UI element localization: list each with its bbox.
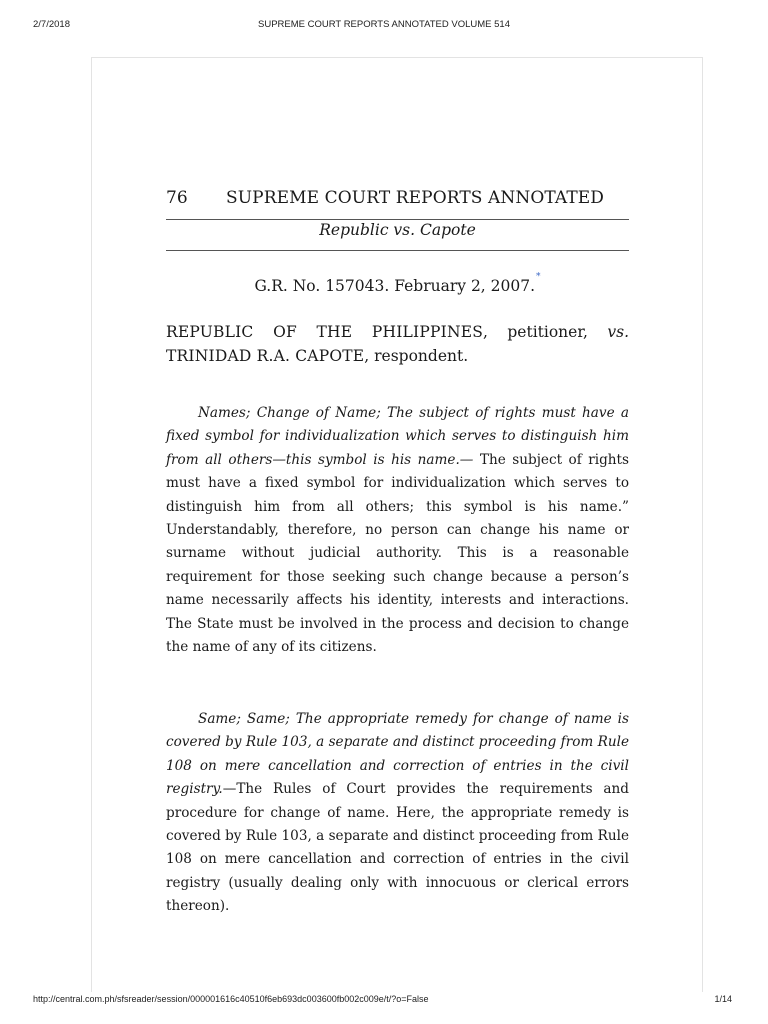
petitioner-role: , petitioner, (483, 323, 608, 341)
case-title: Republic vs. Capote (319, 221, 476, 239)
syllabus-paragraph (166, 708, 629, 919)
parties (166, 320, 629, 368)
print-date: 2/7/2018 (33, 19, 70, 30)
header-rule-bottom (166, 250, 629, 251)
running-head (166, 186, 629, 218)
page-number: 76 (166, 188, 188, 208)
running-head-title: SUPREME COURT REPORTS ANNOTATED (226, 188, 605, 208)
print-url: http://central.com.ph/sfsreader/session/000001616c40510f6eb693dc003600fb002c009e/t/?o=False (33, 994, 429, 1004)
footnote-link[interactable]: * (536, 272, 541, 282)
respondent-role: , respondent. (364, 347, 469, 365)
petitioner-name: REPUBLIC OF THE PHILIPPINES (166, 323, 484, 341)
print-page-count: 1/14 (714, 994, 732, 1004)
syllabus-body: The subject of rights must have a fixed symbol for individualization which serves to distinguish him from all others; this symbol is his name.” Understandably, therefore, no person can change his name or surname without judicial authority. This is a reasonable requirement for those seeking such change because a person’s name necessarily affects his identity, interests and interactions. The State must be involved in the process and decision to change the name of any of its citizens. (166, 451, 629, 656)
gr-number-line (166, 272, 629, 295)
gr-number: G.R. No. 157043. February 2, 2007. (254, 277, 536, 295)
syllabus-headnote: Same; Same; The appropriate remedy for change of name is covered by Rule 103, a separate and distinct proceeding from Rule 108 on mere cancellation and correction of entries in the civil registry. (166, 711, 629, 798)
print-title: SUPREME COURT REPORTS ANNOTATED VOLUME 514 (258, 19, 510, 30)
print-header (0, 0, 768, 40)
header-rule-top (166, 219, 629, 220)
syllabus-body: —The Rules of Court provides the requirements and procedure for change of name. Here, the appropriate remedy is covered by Rule 103, a separate and distinct proceeding from Rule 108 on mere cancellation and correction of entries in the civil registry (usually dealing only with innocuous or clerical errors thereon). (166, 781, 629, 915)
syllabus-headnote: Names; Change of Name; The subject of rights must have a fixed symbol for individualization which serves to distinguish him from all others—this symbol is his name.— (166, 405, 629, 468)
versus: vs. (607, 323, 629, 341)
syllabus-paragraph (166, 402, 629, 659)
respondent-name: TRINIDAD R.A. CAPOTE (166, 347, 365, 365)
print-footer (0, 992, 768, 1012)
